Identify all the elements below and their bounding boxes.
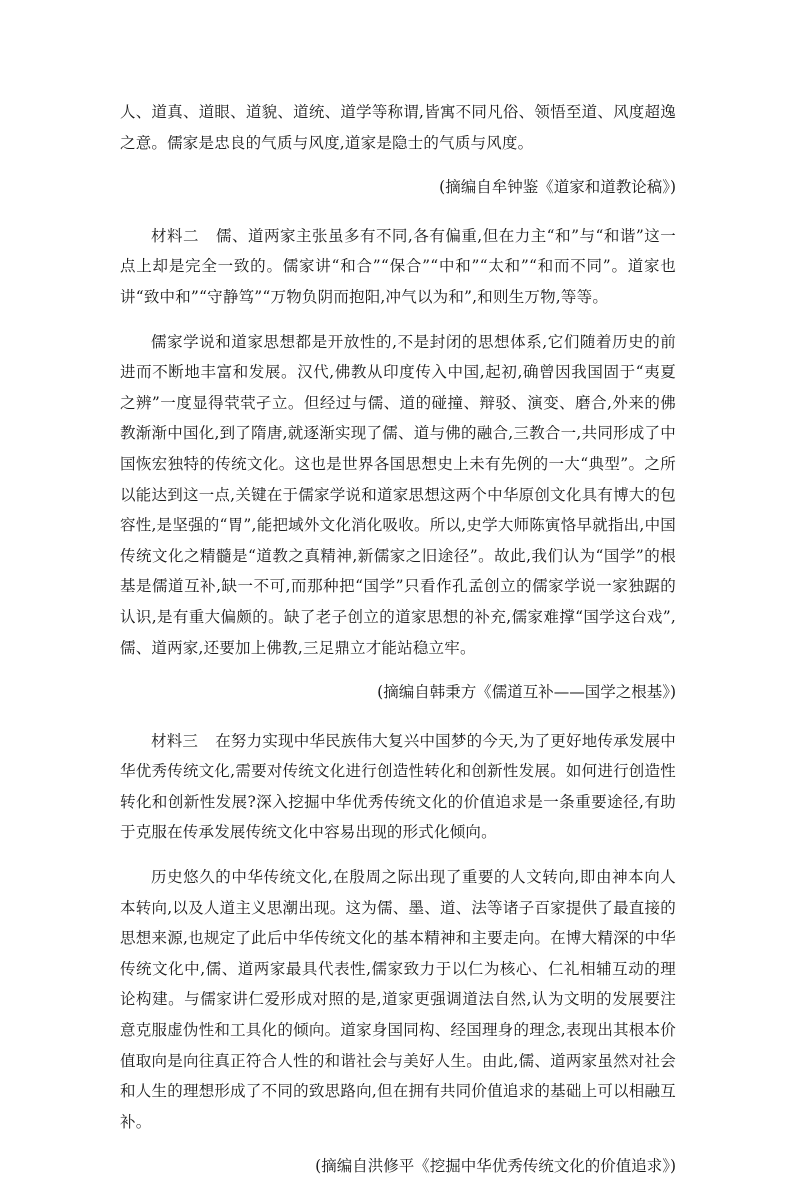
material-two-label: 材料二 bbox=[151, 226, 199, 245]
paragraph-confucian-taoist-openness: 儒家学说和道家思想都是开放性的,不是封闭的思想体系,它们随着历史的前进而不断地丰富和发展。汉代,佛教从印度传入中国,起初,确曾因我国固于“夷夏之辨”一度显得茕茕孑立。但经过与儒、道的碰撞、辩驳、演变、磨合,外来的佛教渐渐中国化,到了隋唐,就逐渐实现了儒、道与佛的融合,三教合一,共同形成了中国恢宏独特的传统文化。这也是世界各国思想史上未有先例的一大“典型”。之所以能达到这一点,关键在于儒家学说和道家思想这两个中华原创文化具有博大的包容性,是坚强的“胃”,能把域外文化消化吸收。所以,史学大师陈寅恪早就指出,中国传统文化之精髓是“道教之真精神,新儒家之旧途径”。故此,我们认为“国学”的根基是儒道互补,缺一不可,而那种把“国学”只看作孔孟创立的儒家学说一家独踞的认识,是有重大偏颇的。缺了老子创立的道家思想的补充,儒家难撑“国学这台戏”,儒、道两家,还要加上佛教,三足鼎立才能站稳立牢。 bbox=[120, 332, 676, 657]
material-two-text: 儒、道两家主张虽多有不同,各有偏重,但在力主“和”与“和谐”这一点上却是完全一致的。儒家讲“和合”“保合”“中和”“太和”“和而不同”。道家也讲“致中和”“守静笃”“万物负阴而抱阳,冲气以为和”,和则生万物,等等。 bbox=[120, 226, 677, 306]
material-two-paragraph bbox=[120, 221, 676, 313]
paragraph-continuation: 人、道真、道眼、道貌、道统、道学等称谓,皆寓不同凡俗、领悟至道、风度超逸之意。儒家是忠良的气质与风度,道家是隐士的气质与风度。 bbox=[120, 103, 676, 152]
source-citation-1: (摘编自牟钟鉴《道家和道教论稿》) bbox=[439, 178, 676, 197]
document-body bbox=[120, 97, 676, 1182]
material-three-text: 在努力实现中华民族伟大复兴中国梦的今天,为了更好地传承发展中华优秀传统文化,需要对传统文化进行创造性转化和创新性发展。如何进行创造性转化和创新性发展?深入挖掘中华优秀传统文化的价值追求是一条重要途径,有助于克服在传承发展传统文化中容易出现的形式化倾向。 bbox=[120, 731, 676, 842]
material-three-paragraph bbox=[120, 726, 676, 848]
source-citation-2: (摘编自韩秉方《儒道互补——国学之根基》) bbox=[377, 683, 676, 702]
source-citation-3: (摘编自洪修平《挖掘中华优秀传统文化的价值追求》) bbox=[315, 1157, 676, 1176]
paragraph-humanistic-turn: 历史悠久的中华传统文化,在殷周之际出现了重要的人文转向,即由神本向人本转向,以及人道主义思潮出现。这为儒、墨、道、法等诸子百家提供了最直接的思想来源,也规定了此后中华传统文化的基本精神和主要走向。在博大精深的中华传统文化中,儒、道两家最具代表性,儒家致力于以仁为核心、仁礼相辅互动的理论构建。与儒家讲仁爱形成对照的是,道家更强调道法自然,认为文明的发展要注意克服虚伪性和工具化的倾向。道家身国同构、经国理身的理念,表现出其根本价值取向是向往真正符合人性的和谐社会与美好人生。由此,儒、道两家虽然对社会和人生的理想形成了不同的致思路向,但在拥有共同价值追求的基础上可以相融互补。 bbox=[120, 868, 676, 1131]
material-three-label: 材料三 bbox=[151, 731, 199, 750]
